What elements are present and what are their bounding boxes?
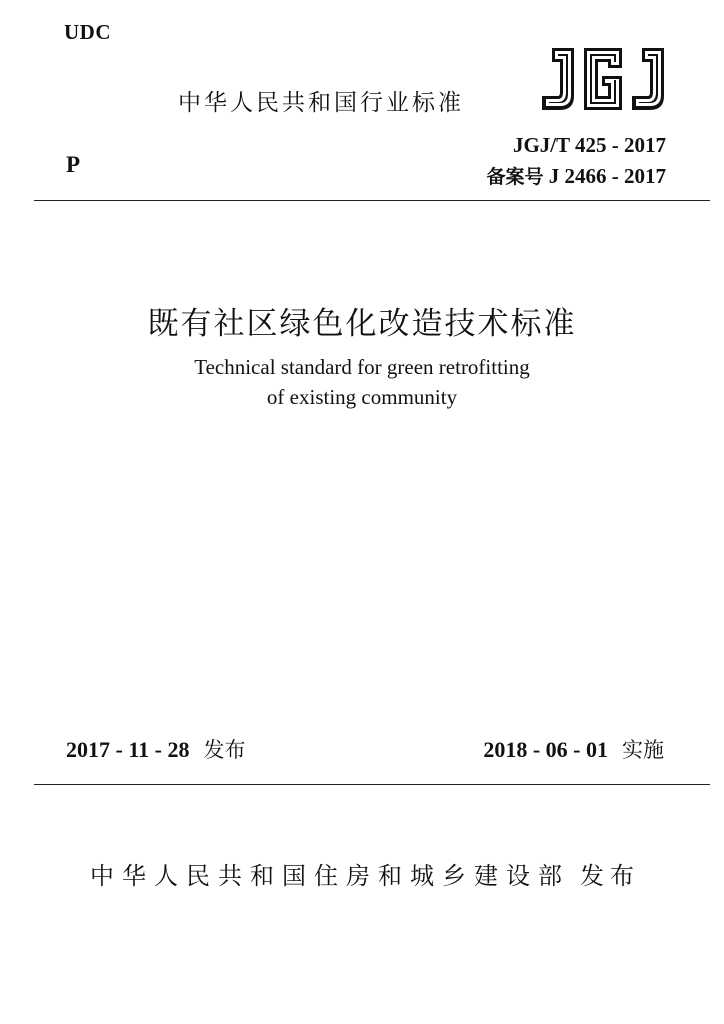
effective-date-block bbox=[483, 734, 664, 764]
record-label: 备案号 bbox=[486, 166, 544, 188]
udc-label: UDC bbox=[64, 20, 111, 44]
jgj-logo bbox=[538, 46, 668, 114]
publish-label: 发布 bbox=[580, 862, 640, 890]
issue-label: 发布 bbox=[203, 738, 246, 762]
publisher-name: 中华人民共和国住房和城乡建设部 bbox=[90, 862, 570, 890]
issue-date: 2017 - 11 - 28 bbox=[66, 737, 190, 762]
logo-text: JGJ bbox=[602, 112, 604, 113]
standard-code-block bbox=[486, 130, 666, 193]
effective-label: 实施 bbox=[622, 738, 664, 762]
industry-standard-heading: 中华人民共和国行业标准 bbox=[178, 90, 464, 116]
effective-date: 2018 - 06 - 01 bbox=[483, 737, 608, 762]
english-title-line-1: Technical standard for green retrofitting bbox=[194, 355, 530, 379]
document-title-chinese: 既有社区绿色化改造技术标准 bbox=[147, 306, 577, 342]
document-title-english bbox=[0, 352, 724, 412]
issue-date-block bbox=[66, 734, 245, 764]
logo-letter-g bbox=[584, 48, 622, 110]
record-number-line bbox=[486, 161, 666, 193]
category-code: P bbox=[66, 152, 81, 177]
bottom-divider bbox=[34, 784, 710, 785]
standard-number: JGJ/T 425 - 2017 bbox=[512, 133, 666, 157]
record-number: J 2466 - 2017 bbox=[548, 164, 666, 188]
english-title-line-2: of existing community bbox=[266, 385, 458, 409]
top-divider bbox=[34, 200, 710, 201]
